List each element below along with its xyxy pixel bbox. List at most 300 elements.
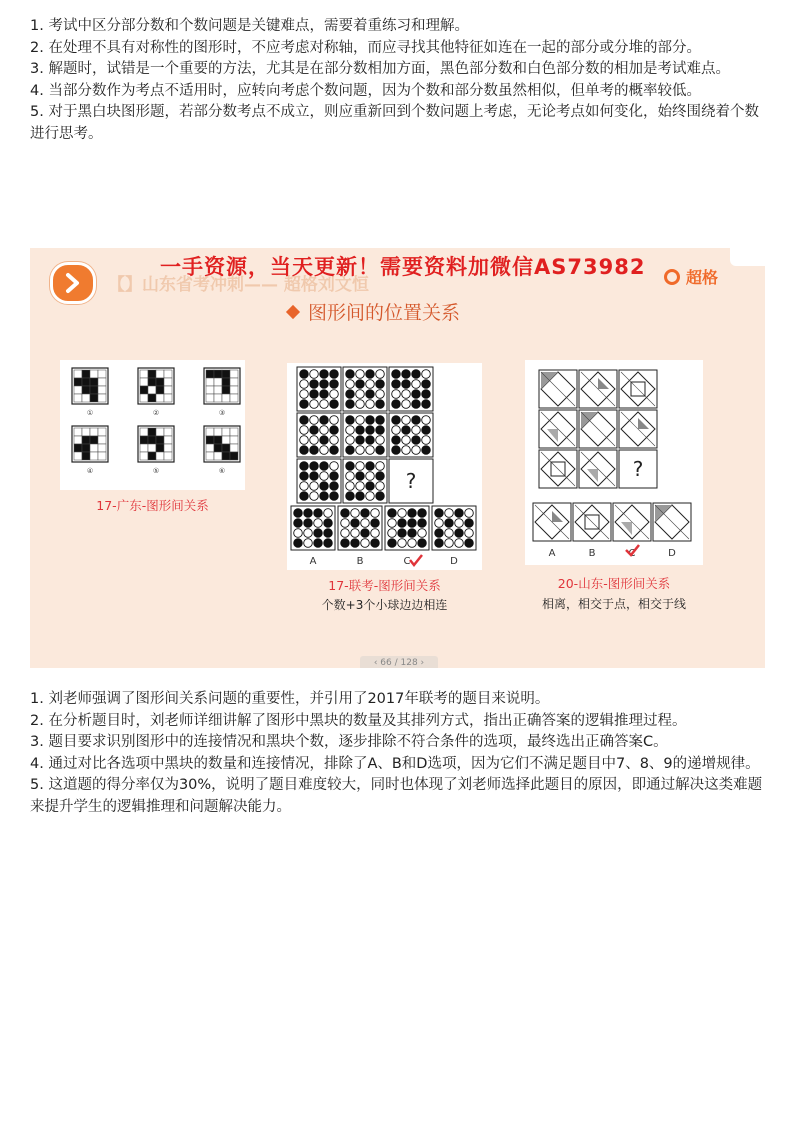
grid-cell (164, 436, 172, 444)
grid-figure (72, 426, 108, 475)
grid-cell (98, 378, 106, 386)
dot (304, 519, 313, 528)
question-mark: ? (405, 469, 417, 493)
dot (346, 390, 355, 399)
grid-cell (82, 394, 90, 402)
grid-cell (222, 428, 230, 436)
grid-cell (148, 428, 156, 436)
dot (300, 436, 309, 445)
dot (388, 539, 397, 548)
grid-cell (206, 428, 214, 436)
note-item: 3. 解题时，试错是一个重要的方法，尤其是在部分数相加方面，黑色部分数和白色部分数的相加是考试难点。 (30, 61, 730, 77)
grid-cell (74, 378, 82, 386)
grid-cell (148, 370, 156, 378)
grid-cell (156, 378, 164, 386)
dot (412, 416, 421, 425)
dot (402, 426, 411, 435)
option-label: D (450, 556, 458, 567)
grid-cell (90, 386, 98, 394)
dot (356, 472, 365, 481)
grid-cell (222, 378, 230, 386)
dot (435, 529, 444, 538)
grid-cell (156, 394, 164, 402)
dot (402, 416, 411, 425)
dot (320, 446, 329, 455)
dot (330, 426, 339, 435)
dot (351, 539, 360, 548)
grid-cell (74, 444, 82, 452)
dot (412, 370, 421, 379)
dot-grid-cell (297, 459, 341, 503)
dot (320, 436, 329, 445)
dot (392, 436, 401, 445)
dot (300, 390, 309, 399)
grid-cell (140, 378, 148, 386)
dot (320, 462, 329, 471)
square-grid-cell (619, 450, 657, 488)
dot (300, 416, 309, 425)
dot (310, 446, 319, 455)
dot (346, 380, 355, 389)
dot (366, 492, 375, 501)
grid-cell (74, 428, 82, 436)
square-grid-cell (579, 370, 617, 408)
dot (310, 426, 319, 435)
grid-cell (164, 428, 172, 436)
dot (422, 446, 431, 455)
grid-cell (140, 444, 148, 452)
dot (376, 400, 385, 409)
dot (346, 482, 355, 491)
panel2-note: 个数+3个小球边边相连 (321, 598, 448, 612)
dot (346, 400, 355, 409)
dot (376, 482, 385, 491)
brand-name: 超格 (686, 268, 719, 287)
option-label: B (588, 548, 596, 559)
dot (418, 539, 427, 548)
dot (366, 380, 375, 389)
dot (422, 400, 431, 409)
grid-figure (72, 368, 108, 417)
grid-cell (206, 452, 214, 460)
dot (412, 380, 421, 389)
watermark-text: 一手资源，当天更新！需要资料加微信AS73982 (160, 255, 646, 279)
dot (361, 539, 370, 548)
grid-cell (90, 428, 98, 436)
grid-cell (148, 436, 156, 444)
dot (412, 446, 421, 455)
panel3-note: 相离，相交于点，相交于线 (541, 597, 686, 611)
dot (300, 426, 309, 435)
square-grid-cell (619, 370, 657, 408)
dot (341, 539, 350, 548)
slide-title-text: 图形间的位置关系 (308, 302, 461, 324)
dot (304, 509, 313, 518)
grid-cell (156, 428, 164, 436)
brand-logo (664, 265, 718, 288)
dot (351, 509, 360, 518)
dot (422, 426, 431, 435)
dot (314, 509, 323, 518)
dot (398, 519, 407, 528)
note-item: 5. 这道题的得分率仅为30%，说明了题目难度较大，同时也体现了刘老师选择此题目的原因，即通过解决这类难题来提升学生的逻辑推理和问题解决能力。 (30, 777, 763, 815)
grid-cell (214, 436, 222, 444)
dot (422, 390, 431, 399)
dot (341, 529, 350, 538)
dot (304, 529, 313, 538)
grid-cell (222, 394, 230, 402)
grid-cell (82, 428, 90, 436)
grid-cell (148, 452, 156, 460)
dot (310, 416, 319, 425)
grid-cell (164, 444, 172, 452)
dot (310, 380, 319, 389)
option-figure (432, 506, 476, 567)
dot (330, 390, 339, 399)
dot (465, 529, 474, 538)
dot (356, 462, 365, 471)
dot-grid-cell (297, 367, 341, 411)
dot (356, 482, 365, 491)
slide-edge (765, 248, 772, 668)
slide-header (30, 248, 772, 298)
dot (392, 400, 401, 409)
grid-cell (82, 452, 90, 460)
grid-cell (148, 394, 156, 402)
dot (330, 472, 339, 481)
dot (310, 462, 319, 471)
grid-cell (214, 444, 222, 452)
grid-cell (156, 370, 164, 378)
dot (310, 482, 319, 491)
dot (388, 529, 397, 538)
dot (376, 436, 385, 445)
grid-cell (140, 452, 148, 460)
dot (408, 509, 417, 518)
dot (422, 370, 431, 379)
dot (310, 370, 319, 379)
dot (346, 472, 355, 481)
grid-cell (98, 428, 106, 436)
grid-cell (90, 378, 98, 386)
slide-title (288, 298, 460, 325)
dot-grid-cell (343, 413, 387, 457)
grid-cell (98, 370, 106, 378)
panel3-caption: 20-山东-图形间关系 (557, 576, 671, 591)
grid-cell (148, 378, 156, 386)
dot (351, 519, 360, 528)
dot (330, 370, 339, 379)
grid-cell (222, 444, 230, 452)
grid-cell (98, 436, 106, 444)
grid-cell (140, 394, 148, 402)
dot (412, 400, 421, 409)
grid-cell (90, 394, 98, 402)
figure-label: ⑥ (218, 467, 226, 475)
dot (351, 529, 360, 538)
dot (465, 509, 474, 518)
figure-label: ③ (218, 409, 226, 417)
dot (465, 539, 474, 548)
dot (435, 509, 444, 518)
grid-cell (214, 428, 222, 436)
dot (445, 529, 454, 538)
dot (376, 446, 385, 455)
page-indicator[interactable]: ‹ 66 / 128 › (360, 656, 438, 668)
dot (392, 390, 401, 399)
dot (310, 472, 319, 481)
option-figure (573, 503, 611, 559)
slide-course-header: 【】山东省考冲刺—— 超格刘文恒 (108, 275, 369, 295)
dot (402, 400, 411, 409)
dot (346, 462, 355, 471)
grid-figure (138, 368, 174, 417)
dot (412, 436, 421, 445)
dot-grid-cell (389, 413, 433, 457)
grid-cell (98, 386, 106, 394)
dot (422, 380, 431, 389)
dot (294, 509, 303, 518)
dot (294, 539, 303, 548)
dot (300, 400, 309, 409)
grid-cell (82, 386, 90, 394)
dot (455, 519, 464, 528)
grid-cell (156, 452, 164, 460)
dot (300, 472, 309, 481)
dot (402, 390, 411, 399)
panel1-caption: 17-广东-图形间关系 (96, 498, 209, 513)
dot (465, 519, 474, 528)
option-figure (385, 506, 429, 567)
dot (300, 380, 309, 389)
dot (435, 519, 444, 528)
dot-grid-cell (343, 367, 387, 411)
dot (402, 436, 411, 445)
dot (366, 370, 375, 379)
option-figure (533, 503, 571, 559)
dot (418, 529, 427, 538)
dot (418, 519, 427, 528)
dot (392, 416, 401, 425)
dot (304, 539, 313, 548)
grid-cell (140, 436, 148, 444)
grid-cell (74, 452, 82, 460)
grid-cell (140, 428, 148, 436)
grid-cell (156, 436, 164, 444)
square-grid-cell (579, 450, 617, 488)
dot (445, 509, 454, 518)
grid-cell (206, 394, 214, 402)
dot (392, 446, 401, 455)
dot (356, 400, 365, 409)
dot (320, 492, 329, 501)
dot (376, 472, 385, 481)
grid-cell (214, 378, 222, 386)
dot (412, 426, 421, 435)
dot (294, 519, 303, 528)
lecture-slide-screenshot (30, 248, 772, 668)
square-grid-cell (539, 370, 577, 408)
dot (356, 390, 365, 399)
grid-cell (222, 436, 230, 444)
grid-cell (230, 378, 238, 386)
option-label: D (668, 548, 676, 559)
chevron-right-icon (50, 262, 96, 304)
dot (356, 380, 365, 389)
grid-cell (206, 444, 214, 452)
dot (402, 370, 411, 379)
dot (346, 370, 355, 379)
figure-label: ① (86, 409, 94, 417)
dot-grid-cell (343, 459, 387, 503)
grid-cell (230, 436, 238, 444)
grid-cell (140, 370, 148, 378)
dot-grid-cell (297, 413, 341, 457)
dot (422, 416, 431, 425)
figure-label: ④ (86, 467, 94, 475)
dot (366, 426, 375, 435)
dot (408, 529, 417, 538)
puzzle-panel-liankao (287, 363, 482, 570)
dot (356, 370, 365, 379)
grid-cell (74, 386, 82, 394)
dot (330, 446, 339, 455)
dot (455, 509, 464, 518)
option-label: C (628, 548, 636, 559)
dot (310, 400, 319, 409)
dot (376, 390, 385, 399)
grid-cell (164, 394, 172, 402)
diamond-bullet-icon (286, 305, 300, 319)
dot (346, 426, 355, 435)
summary-notes-bottom (30, 689, 765, 818)
grid-cell (222, 386, 230, 394)
grid-cell (214, 452, 222, 460)
dot (330, 482, 339, 491)
option-label: A (309, 556, 317, 567)
dot (455, 529, 464, 538)
grid-cell (82, 444, 90, 452)
dot (330, 416, 339, 425)
dot (341, 519, 350, 528)
square-figures (525, 360, 703, 565)
dot (300, 446, 309, 455)
dot (324, 519, 333, 528)
dot (320, 370, 329, 379)
grid-cell (98, 452, 106, 460)
dot (376, 370, 385, 379)
option-figure (613, 503, 651, 559)
dot (294, 529, 303, 538)
question-mark: ? (632, 457, 644, 481)
dot-grid-cell (389, 367, 433, 411)
dot (320, 416, 329, 425)
dot (376, 416, 385, 425)
dot (366, 390, 375, 399)
option-figure (653, 503, 691, 559)
dot (356, 446, 365, 455)
dot (398, 509, 407, 518)
dot (402, 446, 411, 455)
grid-figures (60, 360, 245, 490)
dot (376, 462, 385, 471)
grid-cell (90, 444, 98, 452)
dot (320, 380, 329, 389)
option-label: A (548, 548, 556, 559)
grid-cell (156, 444, 164, 452)
square-grid-cell (539, 410, 577, 448)
dot (376, 426, 385, 435)
grid-figure (204, 426, 240, 475)
grid-cell (82, 378, 90, 386)
dot (320, 482, 329, 491)
dot-grid-cell (389, 459, 433, 503)
dot (314, 529, 323, 538)
dot (402, 380, 411, 389)
option-label: C (403, 556, 411, 567)
grid-cell (98, 394, 106, 402)
dot (330, 380, 339, 389)
grid-cell (230, 386, 238, 394)
dot (330, 492, 339, 501)
dot (346, 492, 355, 501)
dot (346, 446, 355, 455)
dot (356, 426, 365, 435)
grid-cell (156, 386, 164, 394)
grid-cell (74, 436, 82, 444)
dot (324, 509, 333, 518)
note-item: 4. 通过对比各选项中黑块的数量和连接情况，排除了A、B和D选项，因为它们不满足题目中7、8、9的递增规律。 (30, 755, 760, 772)
grid-cell (206, 386, 214, 394)
check-mark-icon (410, 555, 422, 565)
note-item: 2. 在分析题目时，刘老师详细讲解了图形中黑块的数量及其排列方式，指出正确答案的逻辑推理过程。 (30, 712, 687, 729)
dot (341, 509, 350, 518)
figure-label: ⑤ (152, 467, 160, 475)
dot (320, 472, 329, 481)
dot (366, 472, 375, 481)
dot (412, 390, 421, 399)
dot (346, 436, 355, 445)
dot (445, 539, 454, 548)
dot (310, 390, 319, 399)
dot (435, 539, 444, 548)
dot (371, 519, 380, 528)
grid-cell (164, 370, 172, 378)
dot (376, 380, 385, 389)
brand-logo-icon (664, 269, 680, 285)
dot (371, 529, 380, 538)
puzzle-panel-shandong (525, 360, 703, 565)
grid-cell (90, 436, 98, 444)
grid-cell (98, 444, 106, 452)
dot (366, 482, 375, 491)
dot (356, 436, 365, 445)
dot (361, 509, 370, 518)
dot (346, 416, 355, 425)
dot (330, 436, 339, 445)
grid-figure (204, 368, 240, 417)
option-label: B (356, 556, 364, 567)
grid-cell (90, 370, 98, 378)
dot (300, 370, 309, 379)
dot (320, 400, 329, 409)
grid-cell (230, 452, 238, 460)
dot (408, 519, 417, 528)
dot (366, 446, 375, 455)
grid-cell (230, 444, 238, 452)
square-grid-cell (579, 410, 617, 448)
grid-cell (230, 394, 238, 402)
